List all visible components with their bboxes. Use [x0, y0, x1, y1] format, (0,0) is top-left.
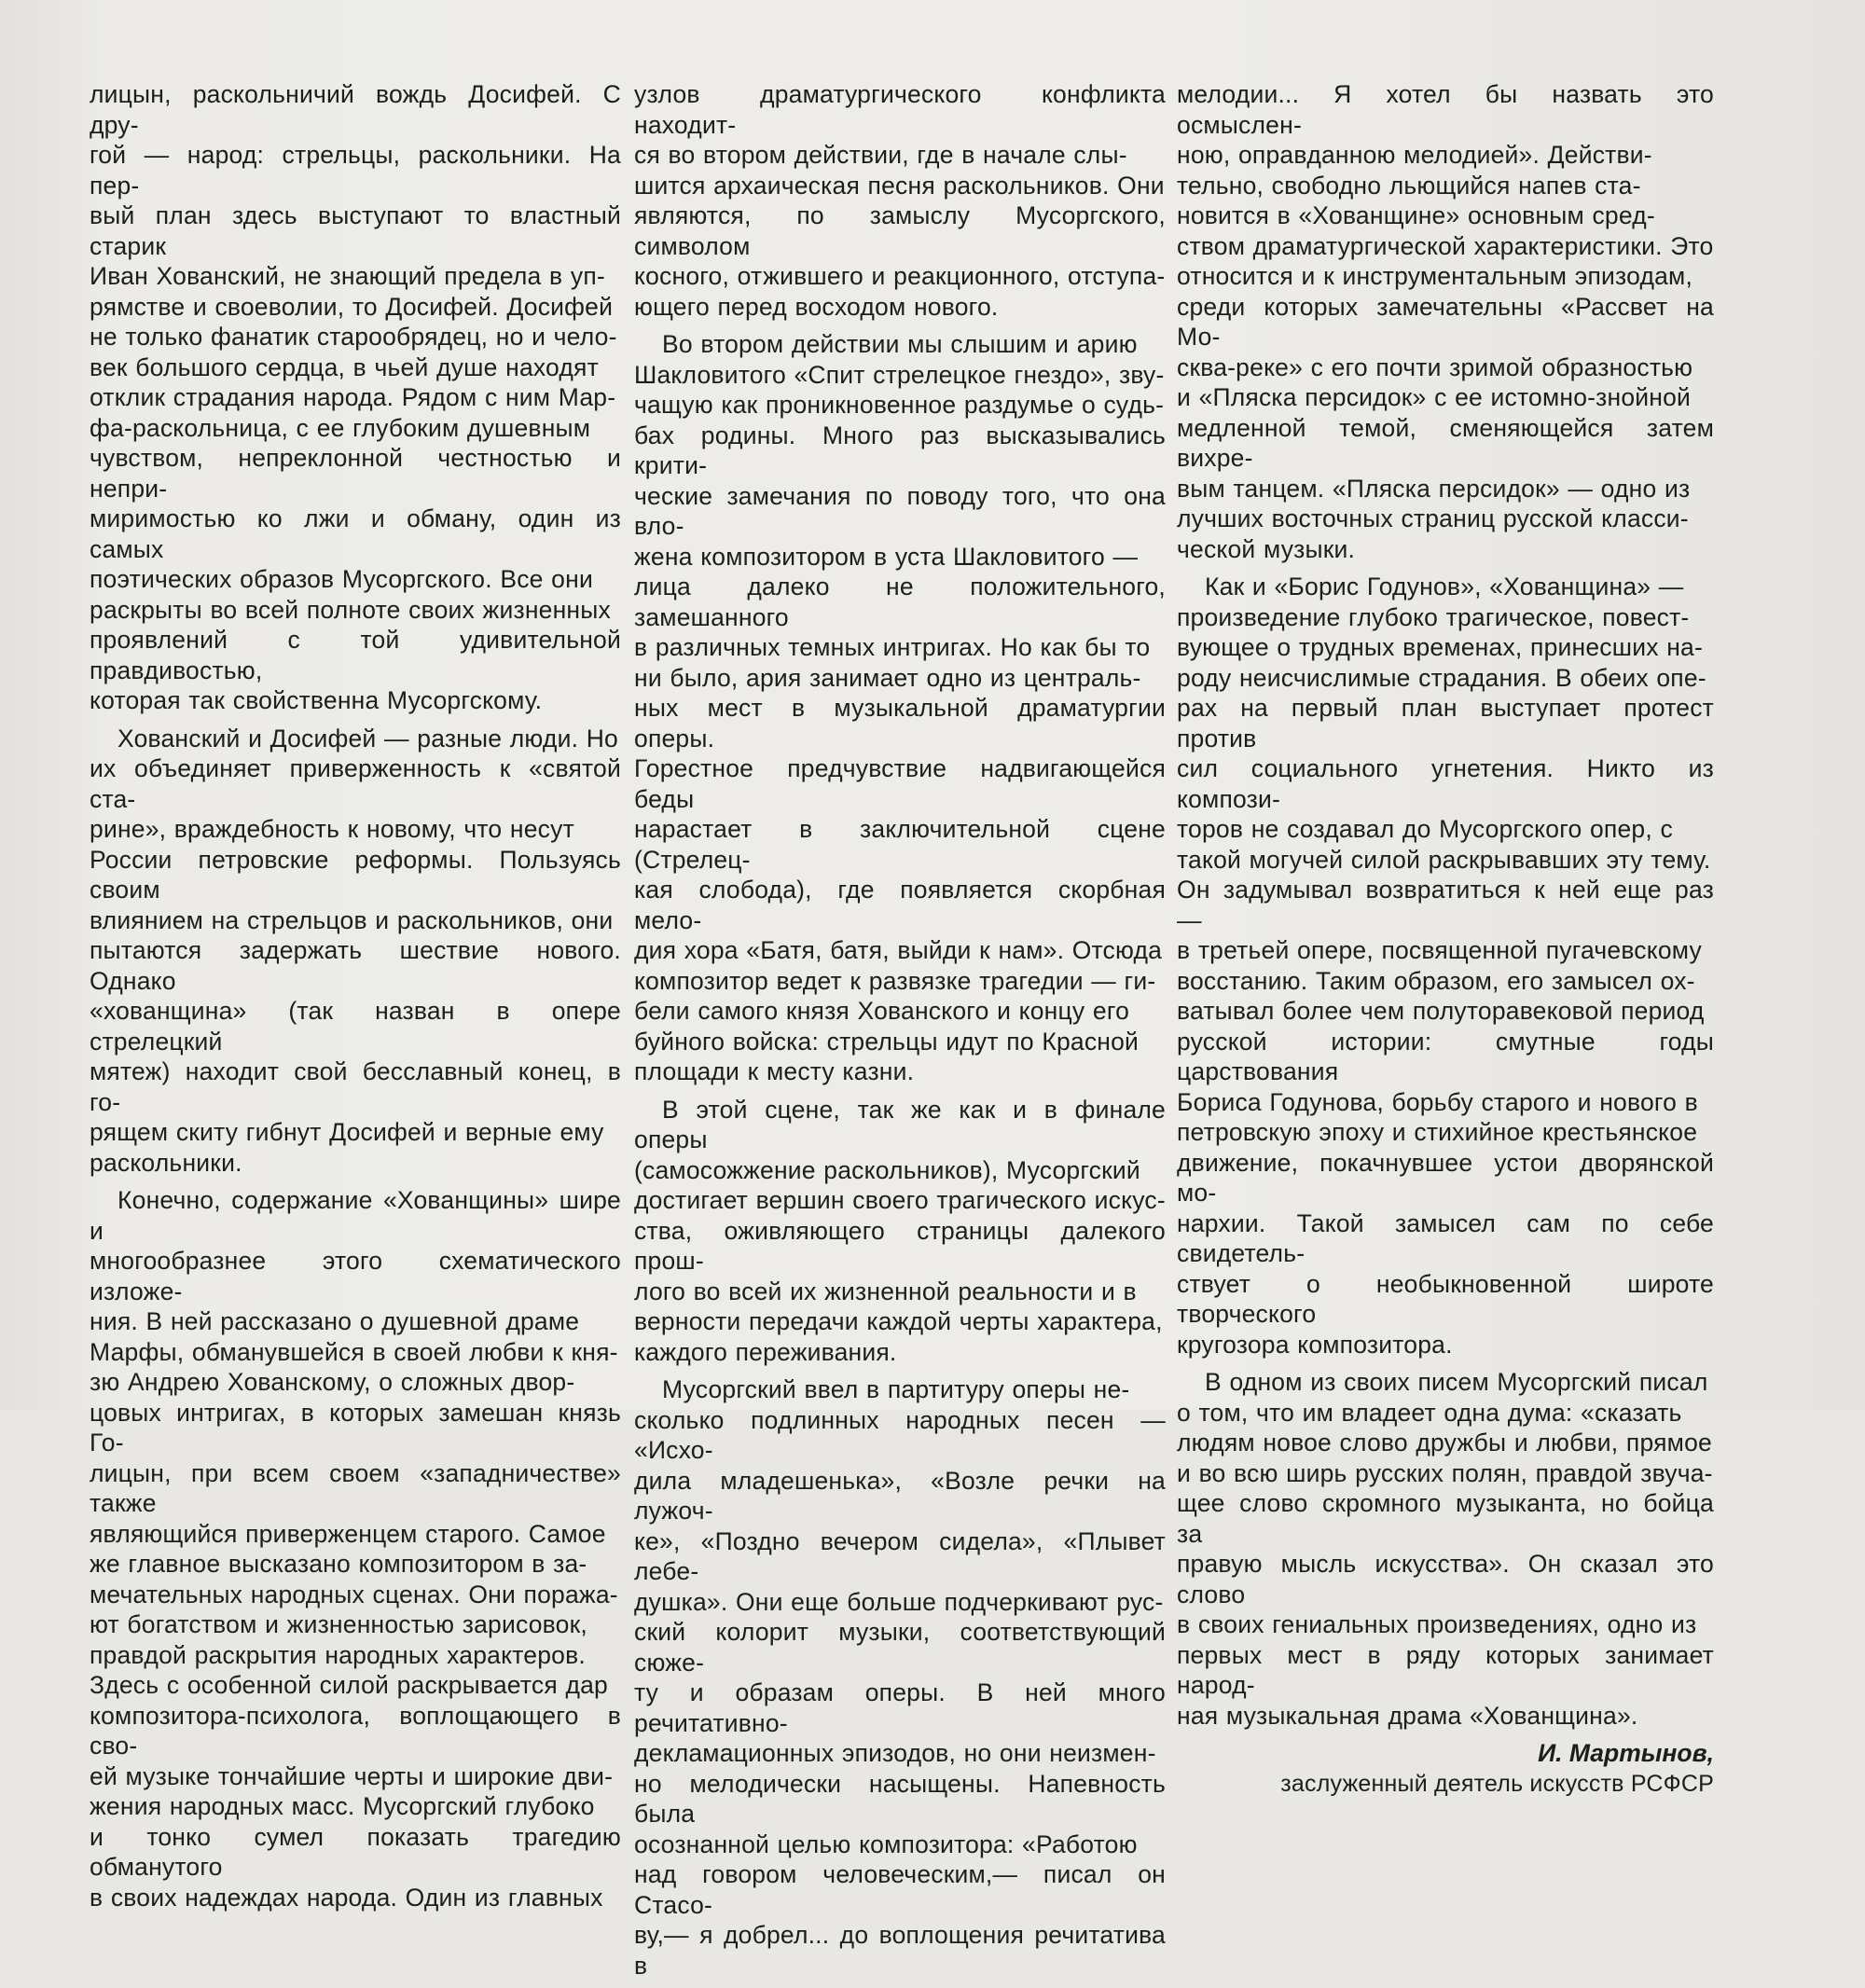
author-signature — [1177, 1738, 1714, 1800]
paragraph: мелодии... Я хотел бы назвать это осмыслен- ною, оправданною мелодией». Действи- тельно, свободно льющийся напев ста- новится в «Хованщине» основным сред- ством драматургической характеристики. Это относится и к инструментальным эпизодам, среди которых замечательны «Рассвет на Мо- сква-реке» с его почти зримой образностью и «Пляска персидок» с ее истомно-знойной медленной темой, сменяющейся затем вихре- вым танцем. «Пляска персидок» — одно из лучших восточных страниц русской класси- ческой музыки. — [1177, 80, 1714, 563]
paragraph: Во втором действии мы слышим и арию Шакловитого «Спит стрелецкое гнездо», зву- чащую как проникновенное раздумье о судь- бах родины. Много раз высказывались крити- ческие замечания по поводу того, что она вло- жена композитором в уста Шакловитого — лица далеко не положительного, замешанного в различных темных интригах. Но как бы то ни было, ария занимает одно из централь- ных мест в музыкальной драматургии оперы. Горестное предчувствие надвигающейся беды нарастает в заключительной сцене (Стрелец- кая слобода), где появляется скорбная мело- дия хора «Батя, батя, выйди к нам». Отсюда композитор ведет к развязке трагедии — ги- бели самого князя Хованского и концу его буйного войска: стрельцы идут по Красной площади к месту казни. — [634, 330, 1166, 1085]
paragraph: В этой сцене, так же как и в финале оперы (самосожжение раскольников), Мусоргский достигает вершин своего трагического искус- ства, оживляющего страницы далекого прош- лого во всей их жизненной реальности и в верности передачи каждой черты характера, каждого переживания. — [634, 1095, 1166, 1366]
text-column-2 — [634, 79, 1166, 1988]
text-column-1 — [90, 79, 621, 1920]
paragraph: Как и «Борис Годунов», «Хованщина» — произведение глубоко трагическое, повест- вующее о трудных временах, принесших на- роду неисчислимые страдания. В обеих опе- рах на первый план выступает протест против сил социального угнетения. Никто из компози- торов не создавал до Мусоргского опер, с такой могучей силой раскрывавших эту тему. Он задумывал возвратиться к ней еще раз — в третьей опере, посвященной пугачевскому восстанию. Таким образом, его замысел ох- ватывал более чем полуторавековой период русской истории: смутные годы царствования Бориса Годунова, борьбу старого и нового в петровскую эпоху и стихийное крестьянское движение, покачнувшее устои дворянской мо- нархии. Такой замысел сам по себе свидетель- ствует о необыкновенной широте творческого кругозора композитора. — [1177, 573, 1714, 1359]
paragraph: лицын, раскольничий вождь Досифей. С дру- гой — народ: стрельцы, раскольники. На пер- вый план здесь выступают то властный старик Иван Хованский, не знающий предела в уп- рямстве и своеволии, то Досифей. Досифей не только фанатик старообрядец, но и чело- век большого сердца, в чьей душе находят отклик страдания народа. Рядом с ним Мар- фа-раскольница, с ее глубоким душевным чувством, непреклонной честностью и непри- миримостью ко лжи и обману, один из самых поэтических образов Мусоргского. Все они раскрыты во всей полноте своих жизненных проявлений с той удивительной правдивостью, которая так свойственна Мусоргскому. — [90, 80, 621, 714]
paragraph: Конечно, содержание «Хованщины» шире и многообразнее этого схематического изложе- ния. В ней рассказано о душевной драме Марфы, обманувшейся в своей любви к кня- зю Андрею Хованскому, о сложных двор- цовых интригах, в которых замешан князь Го- лицын, при всем своем «западничестве» также являющийся приверженцем старого. Самое же главное высказано композитором в за- мечательных народных сценах. Они поража- ют богатством и жизненностью зарисовок, правдой раскрытия народных характеров. Здесь с особенной силой раскрывается дар композитора-психолога, воплощающего в сво- ей музыке тончайшие черты и широкие дви- жения народных масс. Мусоргский глубоко и тонко сумел показать трагедию обманутого в своих надеждах народа. Один из главных — [90, 1186, 621, 1912]
text-column-3 — [1177, 79, 1714, 1800]
author-title: заслуженный деятель искусств РСФСР — [1280, 1771, 1714, 1797]
paragraph: узлов драматургического конфликта находит- ся во втором действии, где в начале слы- шится архаическая песня раскольников. Они являются, по замыслу Мусоргского, символом косного, отжившего и реакционного, отступа- ющего перед восходом нового. — [634, 80, 1166, 321]
paragraph: Мусоргский ввел в партитуру оперы не- сколько подлинных народных песен — «Исхо- дила младешенька», «Возле речки на лужоч- ке», «Поздно вечером сидела», «Плывет лебе- душка». Они еще больше подчеркивают рус- ский колорит музыки, соответствующий сюже- ту и образам оперы. В ней много речитативно- декламационных эпизодов, но они неизмен- но мелодически насыщены. Напевность была осознанной целью композитора: «Работою над говором человеческим,— писал он Стасо- ву,— я добрел... до воплощения речитатива в — [634, 1375, 1166, 1980]
paragraph: Хованский и Досифей — разные люди. Но их объединяет приверженность к «святой ста- рине», враждебность к новому, что несут России петровские реформы. Пользуясь своим влиянием на стрельцов и раскольников, они пытаются задержать шествие нового. Однако «хованщина» (так назван в опере стрелецкий мятеж) находит свой бесславный конец, в го- рящем скиту гибнут Досифей и верные ему раскольники. — [90, 724, 621, 1177]
author-name: И. Мартынов, — [1538, 1739, 1714, 1767]
paragraph: В одном из своих писем Мусоргский писал о том, что им владеет одна дума: «сказать людям новое слово дружбы и любви, прямое и во всю ширь русских полян, правдой звуча- щее слово скромного музыканта, но бойца за правую мысль искусства». Он сказал это слово в своих гениальных произведениях, одно из первых мест в ряду которых занимает народ- ная музыкальная драма «Хованщина». — [1177, 1368, 1714, 1730]
